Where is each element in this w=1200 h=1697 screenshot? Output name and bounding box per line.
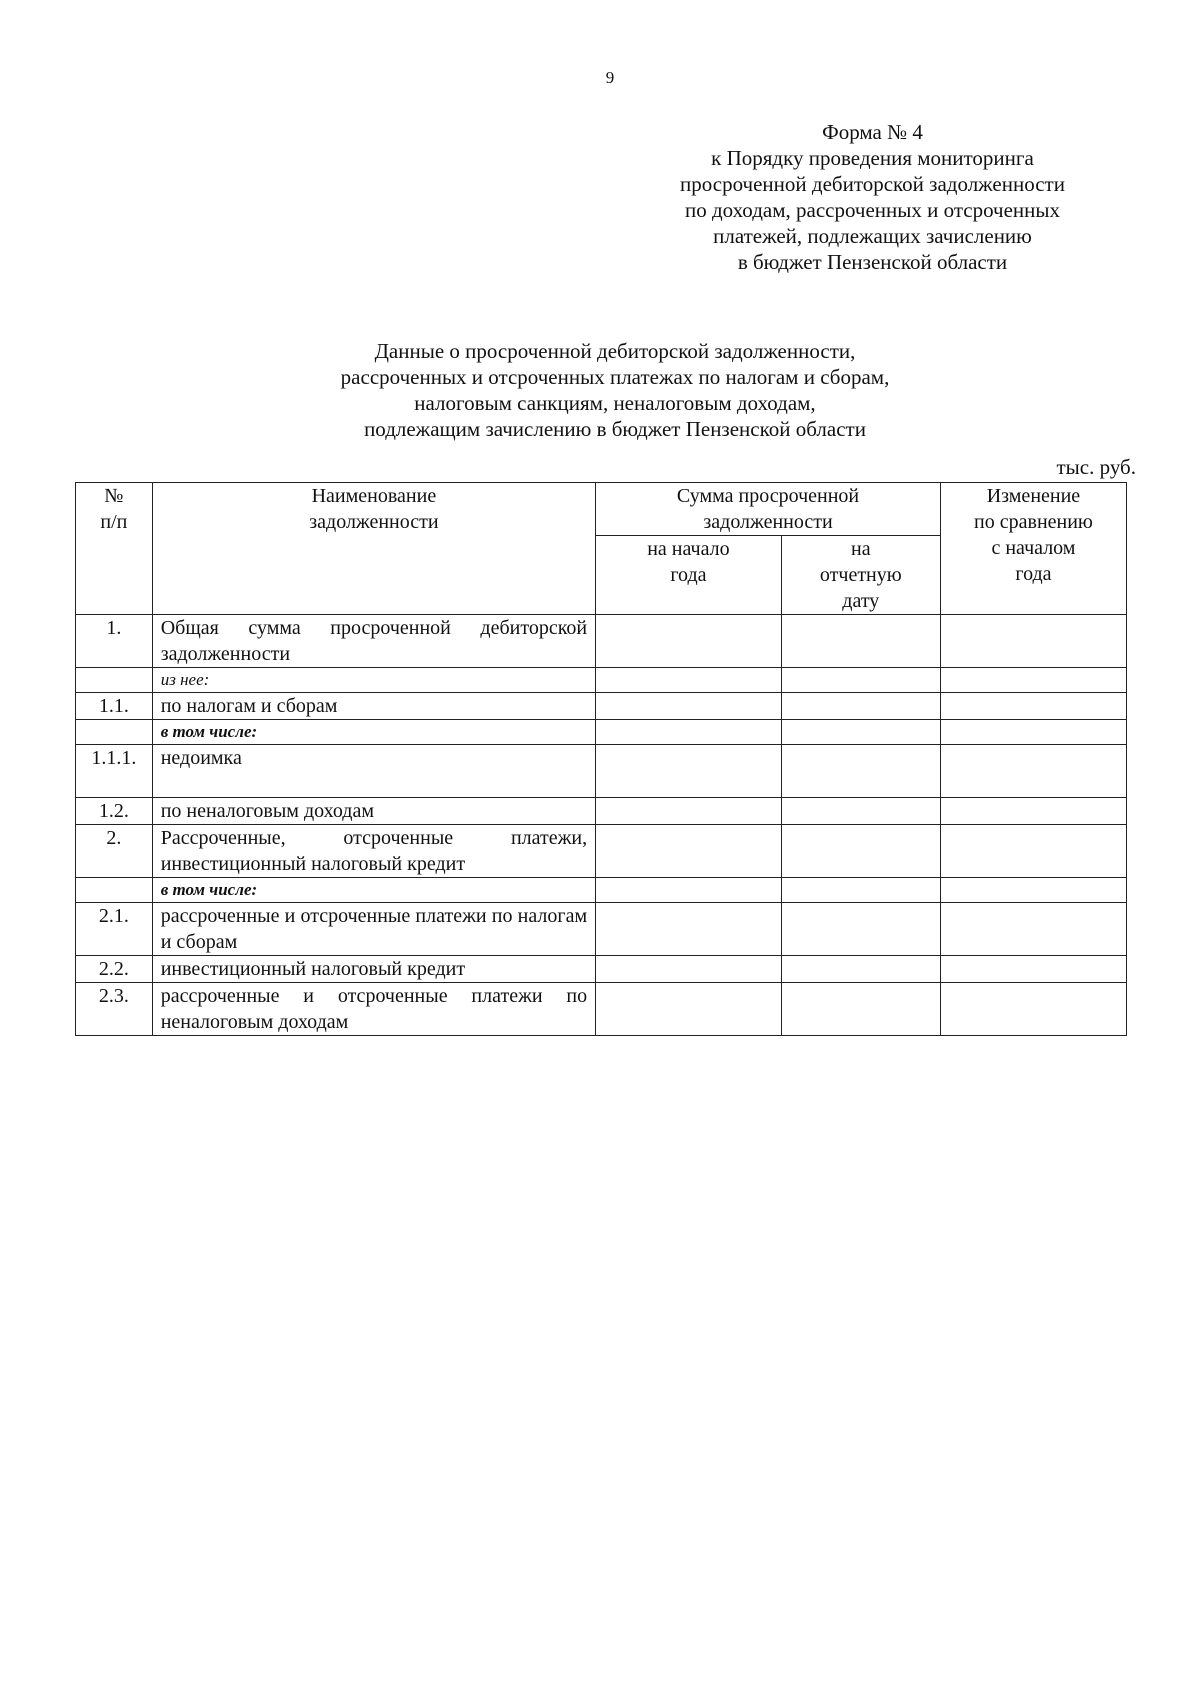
value-start-of-year[interactable] [596, 693, 782, 720]
form-header [640, 119, 1105, 275]
value-reporting-date[interactable] [781, 903, 940, 956]
value-change[interactable] [940, 720, 1126, 745]
form-header-line: платежей, подлежащих зачислению [713, 224, 1032, 248]
row-number: 2.3. [76, 983, 153, 1036]
row-number: 2.1. [76, 903, 153, 956]
value-start-of-year[interactable] [596, 615, 782, 668]
row-number: 1.1.1. [76, 745, 153, 798]
title-line: подлежащим зачислению в бюджет Пензенской области [364, 417, 866, 441]
row-name: Общая сумма просроченной дебиторской задолженности [152, 615, 595, 668]
value-reporting-date[interactable] [781, 798, 940, 825]
value-change[interactable] [940, 878, 1126, 903]
units-label: тыс. руб. [1056, 455, 1136, 479]
form-header-line: в бюджет Пензенской области [737, 250, 1008, 274]
row-number: 2. [76, 825, 153, 878]
value-change[interactable] [940, 983, 1126, 1036]
row-number [76, 668, 153, 693]
form-title: Форма № 4 [822, 120, 923, 144]
row-number: 1.1. [76, 693, 153, 720]
table-row [76, 825, 1127, 878]
row-number [76, 720, 153, 745]
value-start-of-year[interactable] [596, 878, 782, 903]
value-start-of-year[interactable] [596, 825, 782, 878]
header-reporting-date: на отчетную дату [781, 536, 940, 615]
value-reporting-date[interactable] [781, 983, 940, 1036]
value-reporting-date[interactable] [781, 825, 940, 878]
value-change[interactable] [940, 668, 1126, 693]
value-reporting-date[interactable] [781, 668, 940, 693]
value-start-of-year[interactable] [596, 745, 782, 798]
table-row [76, 693, 1127, 720]
value-change[interactable] [940, 615, 1126, 668]
value-change[interactable] [940, 693, 1126, 720]
row-name: инвестиционный налоговый кредит [152, 956, 595, 983]
row-name: по неналоговым доходам [152, 798, 595, 825]
value-reporting-date[interactable] [781, 693, 940, 720]
table-row [76, 798, 1127, 825]
value-start-of-year[interactable] [596, 903, 782, 956]
table-row [76, 720, 1127, 745]
row-name: в том числе: [152, 720, 595, 745]
table-row [76, 878, 1127, 903]
title-line: рассроченных и отсроченных платежах по налогам и сборам, [340, 365, 890, 389]
row-name: в том числе: [152, 878, 595, 903]
value-start-of-year[interactable] [596, 668, 782, 693]
table-row [76, 745, 1127, 798]
header-change: Изменение по сравнению с началом года [940, 483, 1126, 615]
row-name: рассроченные и отсроченные платежи по налогам и сборам [152, 903, 595, 956]
value-change[interactable] [940, 825, 1126, 878]
value-reporting-date[interactable] [781, 615, 940, 668]
value-change[interactable] [940, 956, 1126, 983]
table-row [76, 668, 1127, 693]
value-reporting-date[interactable] [781, 956, 940, 983]
form-header-line: по доходам, рассроченных и отсроченных [684, 198, 1061, 222]
table-row [76, 903, 1127, 956]
row-name: Рассроченные, отсроченные платежи, инвестиционный налоговый кредит [152, 825, 595, 878]
value-reporting-date[interactable] [781, 878, 940, 903]
form-header-line: просроченной дебиторской задолженности [680, 172, 1065, 196]
row-name: рассроченные и отсроченные платежи по неналоговым доходам [152, 983, 595, 1036]
value-change[interactable] [940, 903, 1126, 956]
value-start-of-year[interactable] [596, 798, 782, 825]
header-sum: Сумма просроченной задолженности [596, 483, 941, 536]
title-line: Данные о просроченной дебиторской задолженности, [374, 339, 856, 363]
value-change[interactable] [940, 745, 1126, 798]
row-number: 2.2. [76, 956, 153, 983]
value-start-of-year[interactable] [596, 956, 782, 983]
value-start-of-year[interactable] [596, 720, 782, 745]
page-number: 9 [605, 68, 615, 87]
table-row [76, 956, 1127, 983]
debt-table [75, 482, 1127, 1036]
header-start-of-year: на начало года [596, 536, 782, 615]
row-number [76, 878, 153, 903]
value-reporting-date[interactable] [781, 745, 940, 798]
header-name: Наименование задолженности [152, 483, 595, 615]
title-line: налоговым санкциям, неналоговым доходам, [414, 391, 816, 415]
table-row [76, 615, 1127, 668]
row-name: по налогам и сборам [152, 693, 595, 720]
form-header-line: к Порядку проведения мониторинга [711, 146, 1034, 170]
row-name: недоимка [152, 745, 595, 798]
value-reporting-date[interactable] [781, 720, 940, 745]
row-number: 1.2. [76, 798, 153, 825]
row-name: из нее: [152, 668, 595, 693]
value-start-of-year[interactable] [596, 983, 782, 1036]
table-row [76, 983, 1127, 1036]
header-num: № п/п [76, 483, 153, 615]
document-title [220, 338, 1010, 442]
row-number: 1. [76, 615, 153, 668]
value-change[interactable] [940, 798, 1126, 825]
